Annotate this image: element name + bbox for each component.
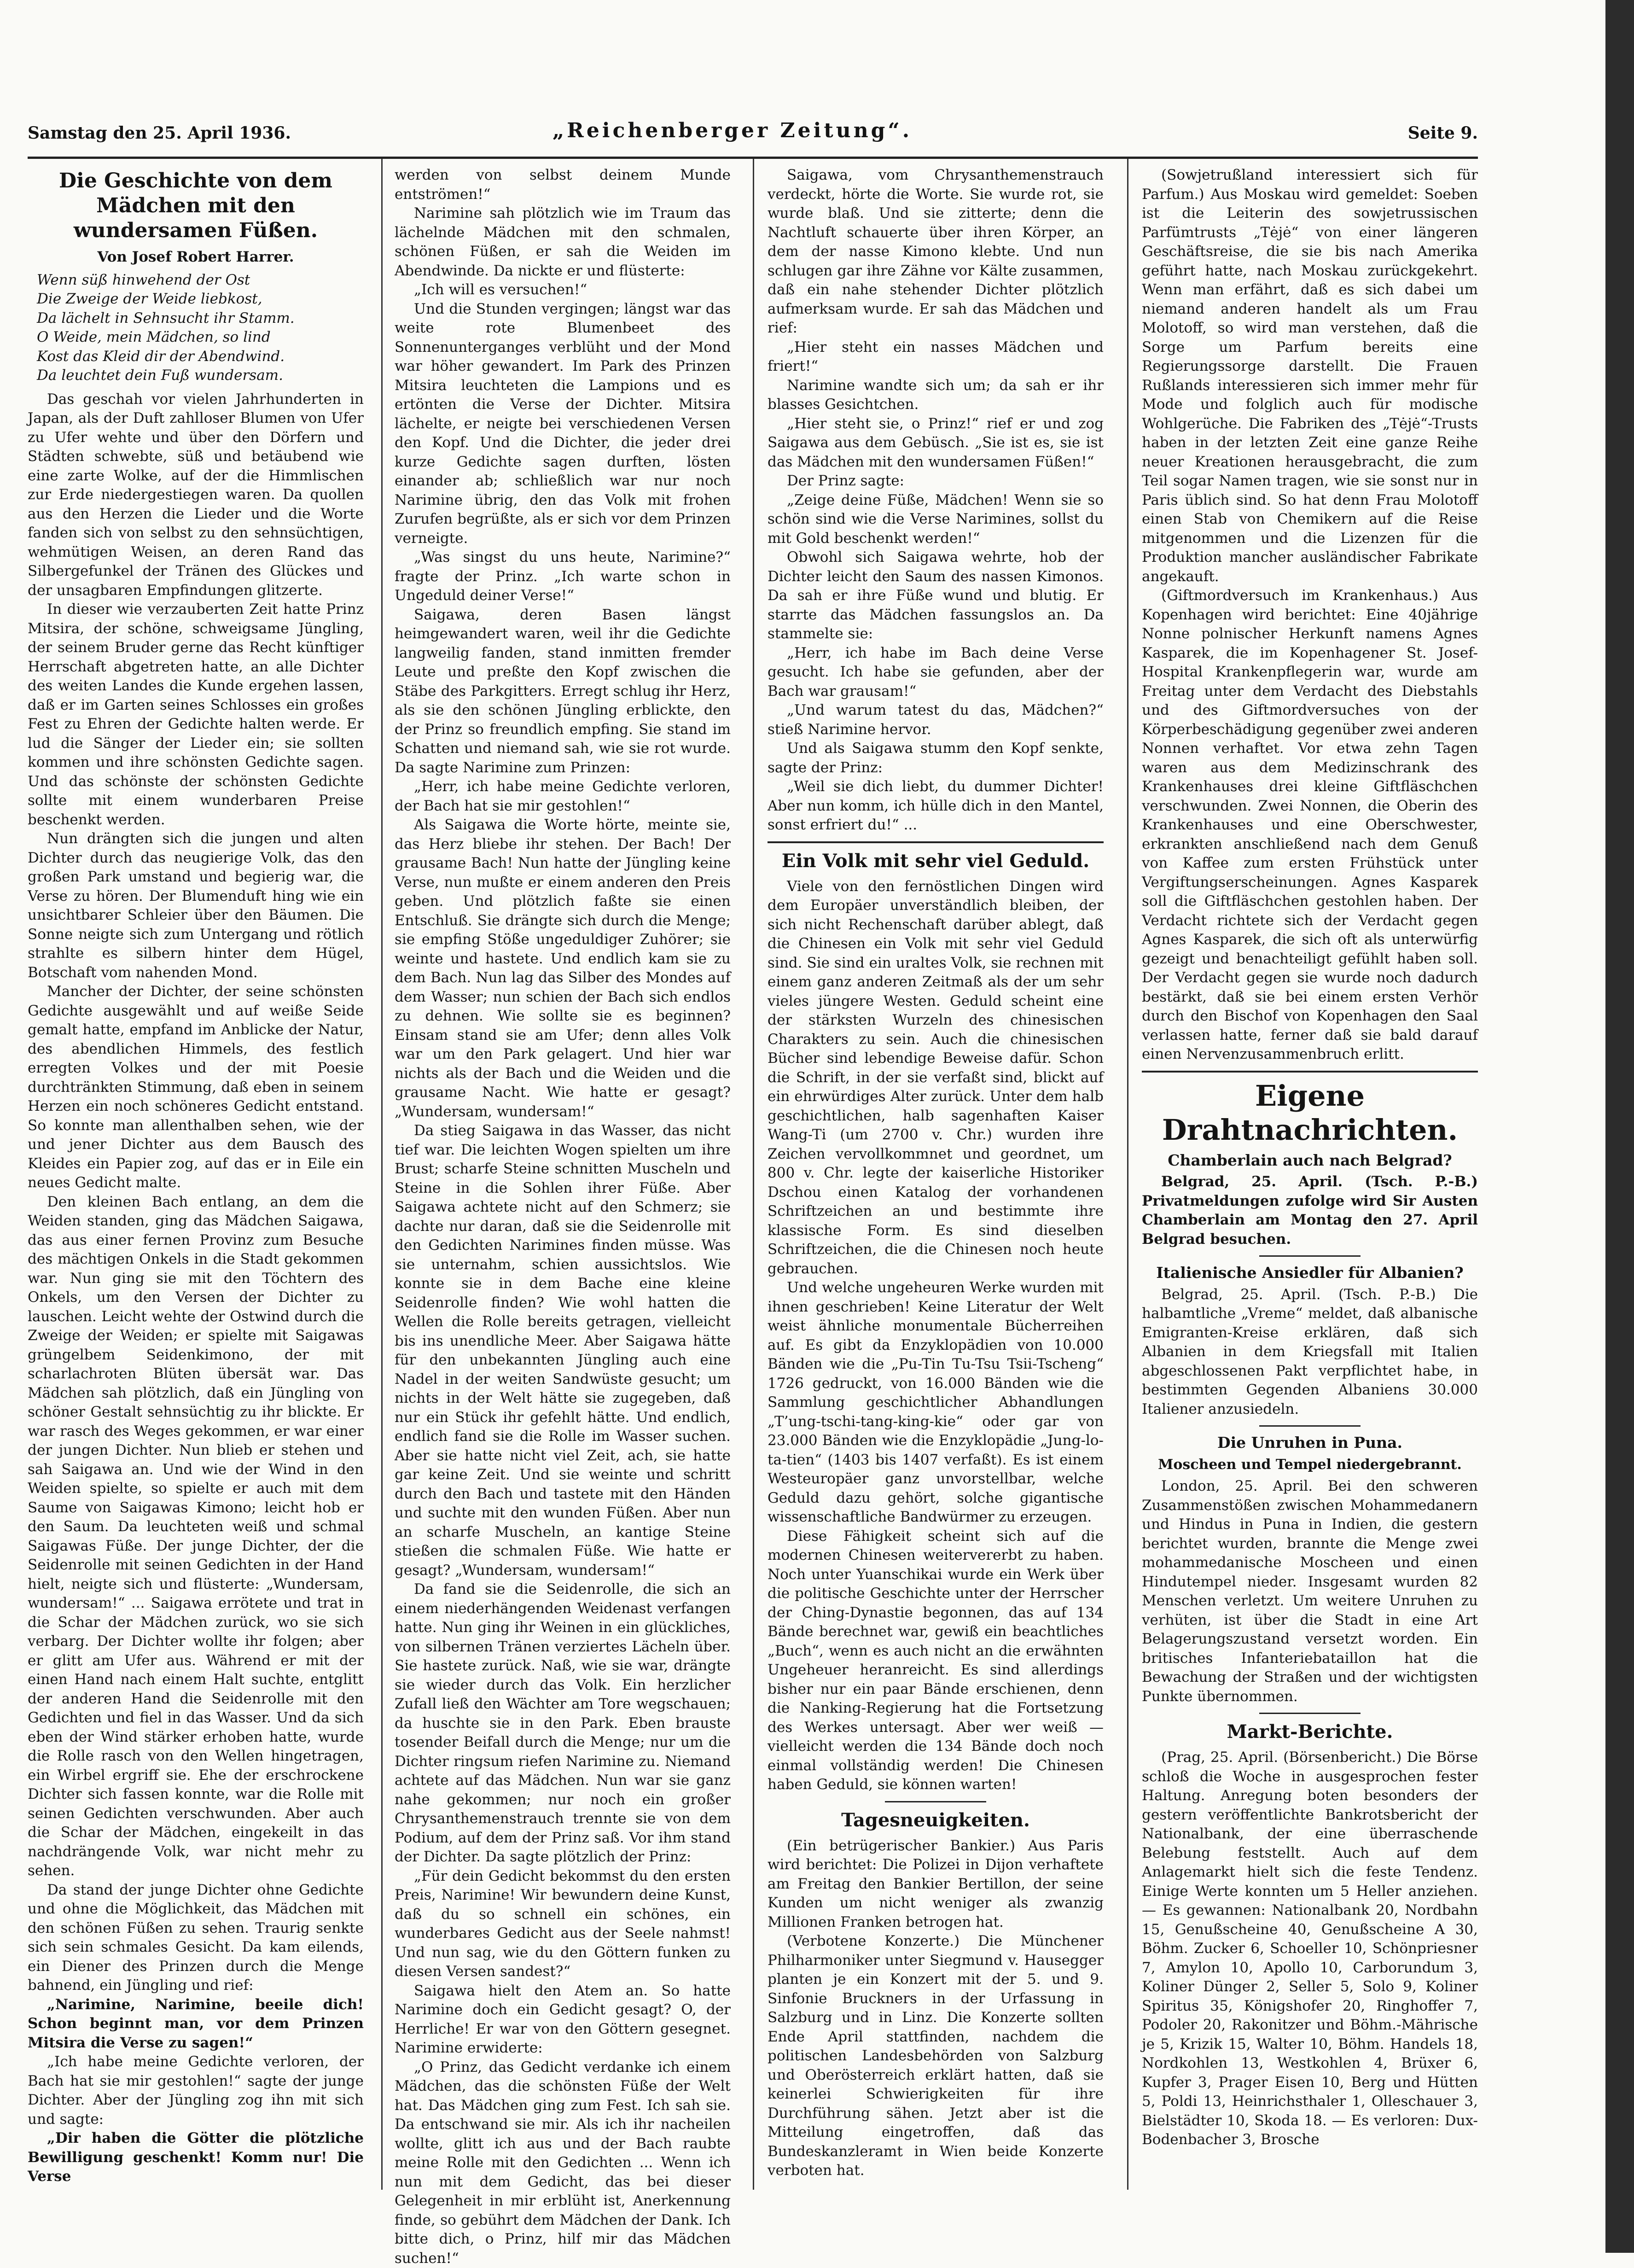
news-item: Belgrad, 25. April. (Tsch. P.-B.) Privatmeldungen zufolge wird Sir Austen Chamberlain am Montag den 27. April Belgrad besuchen. xyxy=(1142,1172,1478,1249)
column-divider xyxy=(753,159,754,2190)
section-rule xyxy=(1259,1425,1361,1427)
story-paragraph: Saigawa, vom Chrysanthemenstrauch verdeckt, hörte die Worte. Sie wurde rot, sie wurde blaß. Und sie zitterte; denn die Nachtluft schauerte über ihren Körper, an dem der nasse Kimono klebte. Und nun schlugen gar ihre Zähne vor Kälte zusammen, daß ein nahe stehender Dichter plötzlich aufmerksam wurde. Er sah das Mädchen und rief: xyxy=(768,166,1104,338)
article-paragraph: Und welche ungeheuren Werke wurden mit ihnen geschrieben! Keine Literatur der Welt weist ähnliche monumentale Bücherreihen auf. Es gibt da Enzyklopädien von 10.000 Bänden wie die „Pu-Tin Tu-Tsu Tsii-Tscheng“ 1726 gedruckt, von 16.000 Bänden wie die Sammlung geschichtlicher Abhandlungen „T’ung-tschi-tang-king-kie“ oder gar von 23.000 Bänden wie die Enzyklopädie „Jung-lo-ta-tien“ (1403 bis 1407 verfaßt). Es ist einem Westeuropäer ganz unvorstellbar, welche Geduld dazu gehört, solche gigantische wissenschaftliche Bandwürmer zu erzeugen. xyxy=(768,1278,1104,1527)
story-byline: Von Josef Robert Harrer. xyxy=(28,248,364,267)
news-item: (Ein betrügerischer Bankier.) Aus Paris wird berichtet: Die Polizei in Dijon verhaftete am Freitag den Bankier Bertillon, der seine Kunden um nicht weniger als zwanzig Millionen Franken betrogen hat. xyxy=(768,1837,1104,1932)
story-paragraph: werden von selbst deinem Munde entströmen!“ xyxy=(395,166,731,204)
story-paragraph: Den kleinen Bach entlang, an dem die Weiden standen, ging das Mädchen Saigawa, das aus einer fernen Provinz zum Besuche des mächtigen Onkels in die Stadt gekommen war. Nun ging sie mit den Töchtern des Onkels, um den Versen der Dichter zu lauschen. Leicht wehte der Ostwind durch die Zweige der Weiden; er spielte mit Saigawas grüngelbem Seidenkimono, der mit scharlachroten Blüten übersät war. Das Mädchen sah plötzlich, daß ein Jüngling von schöner Gestalt sehnsüchtig zu ihr blickte. Er war rasch des Weges gekommen, er war einer der jungen Dichter. Nun blieb er stehen und sah Saigawa an. Und wie der Wind in den Weiden spielte, so spielte er auch mit dem Saume von Saigawas Kimono; leicht hob er den Saum. Da leuchteten weiß und schmal Saigawas Füße. Der junge Dichter, der die Seidenrolle mit seinen Gedichten in der Hand hielt, neigte sich und flüsterte: „Wundersam, wundersam!“ ... Saigawa errötete und trat in die Schar der Mädchen zurück, wo sie sich verbarg. Der Dichter wollte ihr folgen; aber er glitt am Ufer aus. Während er mit der einen Hand nach einem Halt suchte, entglitt der anderen Hand die Seidenrolle mit den Gedichten und fiel in das Wasser. Und da sich eben der Wind stärker erhoben hatte, wurde die Rolle rasch von den Wellen hingetragen, ein Wirbel ergriff sie. Ehe der erschrockene Dichter sich fassen konnte, war die Rolle mit seinen Gedichten verschwunden. Aber auch die Schar der Mädchen, eingekeilt in das nachdrängende Volk, war nicht mehr zu sehen. xyxy=(28,1193,364,1881)
page-header xyxy=(28,119,1478,151)
story-paragraph: Da stieg Saigawa in das Wasser, das nicht tief war. Die leichten Wogen spielten um ihre Brust; scharfe Steine schnitten Muscheln und Steine in die Sohlen ihrer Füße. Aber Saigawa achtete nicht auf den Schmerz; sie dachte nur daran, daß sie die Seidenrolle mit den Gedichten Narimines finden müsse. Was sie unternahm, schien aussichtslos. Wie konnte sie in dem Bache eine kleine Seidenrolle finden? Wie wohl hatten die Wellen die Rolle bereits getragen, vielleicht bis ins unendliche Meer. Aber Saigawa hätte für den unbekannten Jüngling auch eine Nadel in der weiten Sandwüste gesucht; um nichts in der Welt hätte sie zugegeben, daß nur ein Stück ihr gefehlt hätte. Und endlich, endlich fand sie die Rolle im Wasser suchen. Aber sie hatte nicht viel Zeit, ach, sie hatte gar keine Zeit. Und sie weinte und schritt durch den Bach und tastete mit den Händen und suchte mit den wunden Füßen. Aber nun an scharfe Muscheln, an kantige Steine stießen die schmalen Füße. Wie hatte er gesagt? „Wundersam, wundersam!“ xyxy=(395,1121,731,1580)
column-4 xyxy=(1142,166,1478,2150)
story-paragraph: „Für dein Gedicht bekommst du den ersten Preis, Narimine! Wir bewundern deine Kunst, daß du so schnell ein schönes, ein wunderbares Gedicht aus der Seele nahmst! Und nun sag, wie du den Göttern funken zu diesen Versen sandest?“ xyxy=(395,1867,731,1982)
story-paragraph: „Ich habe meine Gedichte verloren, der Bach hat sie mir gestohlen!“ sagte der junge Dichter. Aber der Jüngling zog ihn mit sich und sagte: xyxy=(28,2052,364,2129)
section-rule xyxy=(1142,1071,1478,1073)
story-paragraph: In dieser wie verzauberten Zeit hatte Prinz Mitsira, der schöne, schweigsame Jüngling, der seinem Bruder gerne das Recht künftiger Herrschaft abgetreten hatte, an alle Dichter des weiten Landes die Kunde ergehen lassen, daß er im Garten seines Schlosses ein großes Fest zu Ehren der Gedichte halten werde. Er lud die Sänger der Lieder ein; sie sollten kommen und ihre schönsten Gedichte sagen. Und das schönste der schönsten Gedichte sollte mit einem wunderbaren Preise beschenkt werden. xyxy=(28,600,364,829)
article-title: Ein Volk mit sehr viel Geduld. xyxy=(768,850,1104,873)
article-paragraph: Diese Fähigkeit scheint sich auf die modernen Chinesen weitervererbt zu haben. Noch unter Yuanschikai wurde ein Werk über die politische Geschichte unter der Herrscher der Ching-Dynastie begonnen, das auf 134 Bände berechnet war, gewiß ein beachtliches „Buch“, wenn es auch nicht an die erwähnten Ungeheuer heranreicht. Es sind allerdings bisher nur ein paar Bände erschienen, denn die Nanking-Regierung hat die Fortsetzung des Werkes untersagt. Aber wer weiß — vielleicht werden die 134 Bände doch noch einmal vollständig werden! Die Chinesen haben Geduld, sie können warten! xyxy=(768,1527,1104,1795)
story-paragraph: Da fand sie die Seidenrolle, die sich an einem niederhängenden Weidenast verfangen hatte. Nun ging ihr Weinen in ein glückliches, von silbernen Tränen verziertes Lächeln über. Sie hastete zurück. Naß, wie sie war, drängte sie wieder durch das Volk. Ein herzlicher Zufall ließ den Wächter am Tore wegschauen; da huschte sie in den Park. Eben brauste tosender Beifall durch die Menge; nur um die Dichter ringsum riefen Narimine zu. Niemand achtete auf das Mädchen. Nun war sie ganz nahe gekommen; nur noch ein großer Chrysanthemenstrauch trennte sie von dem Podium, auf dem der Prinz saß. Vor ihm stand der Dichter. Da sagte plötzlich der Prinz: xyxy=(395,1580,731,1867)
news-item: Belgrad, 25. April. (Tsch. P.-B.) Die halbamtliche „Vreme“ meldet, daß albanische Emigranten-Kreise erklären, daß sich Albanien in dem Kriegsfall mit Italien abgeschlossenen Pakt verpflichtet habe, in bestimmten Gegenden Albaniens 30.000 Italiener anzusiedeln. xyxy=(1142,1285,1478,1419)
story-paragraph: Saigawa hielt den Atem an. So hatte Narimine doch ein Gedicht gesagt? O, der Herrliche! Er war von den Göttern gesegnet. Narimine erwiderte: xyxy=(395,1982,731,2058)
section-rule xyxy=(1259,1255,1361,1257)
section-rule xyxy=(768,841,1104,843)
header-date: Samstag den 25. April 1936. xyxy=(28,123,291,143)
news-title: Die Unruhen in Puna. xyxy=(1142,1433,1478,1452)
column-divider xyxy=(1127,159,1128,2190)
article-title: Tagesneuigkeiten. xyxy=(768,1809,1104,1832)
poem-line: Kost das Kleid dir der Abendwind. xyxy=(37,347,364,367)
story-paragraph: Der Prinz sagte: xyxy=(768,472,1104,491)
story-poem xyxy=(28,271,364,385)
story-paragraph: „O Prinz, das Gedicht verdanke ich einem Mädchen, das die schönsten Füße der Welt hat. Das Mädchen ging zum Fest. Ich sah sie. Da entschwand sie mir. Als ich ihr nacheilen wollte, glitt ich aus und der Bach raubte meine Rolle mit den Gedichten ... Wenn ich nun mit dem Gedicht, das bei dieser Gelegenheit in mir erblüht ist, Anerkennung finde, so gebührt dem Mädchen der Dank. Ich bitte dich, o Prinz, hilf mir das Mädchen suchen!“ xyxy=(395,2058,731,2268)
poem-line: Da lächelt in Sehnsucht ihr Stamm. xyxy=(37,309,364,328)
story-paragraph: Narimine sah plötzlich wie im Traum das lächelnde Mädchen mit den schmalen, schönen Füßen, er sah die Weiden im Abendwinde. Da nickte er und flüsterte: xyxy=(395,204,731,280)
story-paragraph: Und die Stunden vergingen; längst war das weite rote Blumenbeet des Sonnenunterganges verblüht und der Mond war höher gewandert. Im Park des Prinzen Mitsira leuchteten die Lampions und es ertönten die Verse der Dichter. Mitsira lächelte, er neigte bei verschiedenen Versen den Kopf. Und die Dichter, die jeder drei kurze Gedichte sagen durften, lösten einander ab; schließlich war nur noch Narimine übrig, den das Volk mit frohen Zurufen begrüßte, als er sich vor dem Prinzen verneigte. xyxy=(395,300,731,548)
section-heading: Eigene Drahtnachrichten. xyxy=(1142,1079,1478,1147)
story-paragraph: „Herr, ich habe meine Gedichte verloren, der Bach hat sie mir gestohlen!“ xyxy=(395,777,731,816)
story-paragraph: Nun drängten sich die jungen und alten Dichter durch das neugierige Volk, das den großen Park umstand und begierig war, die Verse zu hören. Der Blumenduft hing wie ein unsichtbarer Schleier über den Bäumen. Die Sonne neigte sich zum Untergang und rötlich strahlte es silbern hinter dem Hügel, Botschaft vom nahenden Mond. xyxy=(28,829,364,982)
news-subtitle: Moscheen und Tempel niedergebrannt. xyxy=(1142,1455,1478,1475)
news-item: (Sowjetrußland interessiert sich für Parfum.) Aus Moskau wird gemeldet: Soeben ist die Leiterin des sowjetrussischen Parfümtrusts „Tėjė“ von einer längeren Geschäftsreise, die sie bis nach Amerika geführt hatte, nach Moskau zurückgekehrt. Wenn man erfährt, daß es sich dabei um niemand anderen handelt als um Frau Molotoff, so wird man verstehen, daß die Sorge um Parfum bereits eine Regierungssorge darstellt. Die Frauen Rußlands interessieren sich immer mehr für Mode und folglich auch für modische Wohlgerüche. Die Fabriken des „Tėjė“-Trusts haben in der letzten Zeit eine ganze Reihe neuer Kreationen herausgebracht, die zum Teil sogar Namen tragen, wie sie sonst nur in Paris üblich sind. So hat denn Frau Molotoff einen Stab von Chemikern auf die Reise mitgenommen und die Lizenzen für die Produktion mancher ausländischer Fabrikate angekauft. xyxy=(1142,166,1478,586)
story-title: Die Geschichte von dem Mädchen mit den wundersamen Füßen. xyxy=(28,169,364,243)
poem-line: Die Zweige der Weide liebkost, xyxy=(37,290,364,309)
story-paragraph: „Hier steht sie, o Prinz!“ rief er und zog Saigawa aus dem Gebüsch. „Sie ist es, sie ist das Mädchen mit den wundersamen Füßen!“ xyxy=(768,414,1104,472)
column-3 xyxy=(768,166,1104,2181)
poem-line: Wenn süß hinwehend der Ost xyxy=(37,271,364,290)
story-paragraph: „Hier steht ein nasses Mädchen und friert!“ xyxy=(768,338,1104,376)
news-title: Italienische Ansiedler für Albanien? xyxy=(1142,1263,1478,1283)
news-item: London, 25. April. Bei den schweren Zusammenstößen zwischen Mohammedanern und Hindus in Puna in Indien, die gestern berichtet wurden, brannte die Menge zwei mohammedanische Moscheen und einen Hindutempel nieder. Insgesamt wurden 82 Menschen verletzt. Um weitere Unruhen zu verhüten, ist über die Stadt in eine Art Belagerungszustand versetzt worden. Ein britisches Infanteriebataillon hat die Bewachung der Straßen und der wichtigsten Punkte übernommen. xyxy=(1142,1477,1478,1706)
story-paragraph: „Ich will es versuchen!“ xyxy=(395,280,731,300)
scan-edge xyxy=(1605,0,1634,2253)
story-paragraph: „Was singst du uns heute, Narimine?“ fragte der Prinz. „Ich warte schon in Ungeduld deiner Verse!“ xyxy=(395,548,731,606)
story-paragraph: Das geschah vor vielen Jahrhunderten in Japan, als der Duft zahlloser Blumen von Ufer zu Ufer wehte und über den Dörfern und Städten schwebte, süß und betäubend wie eine zarte Wolke, auf der die Himmlischen zur Erde niedergestiegen waren. Da quollen aus den Herzen die Lieder und die Worte fanden sich von selbst zu den sehnsüchtigen, wehmütigen Weisen, an deren Rand das Silbergefunkel der Tränen des Glückes und der unsagbaren Empfindungen glitzerte. xyxy=(28,390,364,601)
story-paragraph: „Narimine, Narimine, beeile dich! Schon beginnt man, vor dem Prinzen Mitsira die Verse zu sagen!“ xyxy=(28,1995,364,2053)
story-paragraph: „Weil sie dich liebt, du dummer Dichter! Aber nun komm, ich hülle dich in den Mantel, sonst erfriert du!“ ... xyxy=(768,777,1104,835)
story-paragraph: Als Saigawa die Worte hörte, meinte sie, das Herz bliebe ihr stehen. Der Bach! Der grausame Bach! Nun hatte der Jüngling keine Verse, nun mußte er einem anderen den Preis geben. Und plötzlich faßte sie einen Entschluß. Sie drängte sich durch die Menge; sie empfing Stöße ungeduldiger Zuhörer; sie weinte und hastete. Und endlich kam sie zu dem Bach. Nun lag das Silber des Mondes auf dem Wasser; nun schien der Bach sich endlos zu dehnen. Wie sollte sie es beginnen? Einsam stand sie am Ufer; denn alles Volk war um den Park gelagert. Und hier war nichts als der Bach und die Weiden und die grausame Nacht. Wie hatte er gesagt? „Wundersam, wundersam!“ xyxy=(395,816,731,1121)
story-paragraph: Obwohl sich Saigawa wehrte, hob der Dichter leicht den Saum des nassen Kimonos. Da sah er ihre Füße wund und blutig. Er starrte das Mädchen fassungslos an. Da stammelte sie: xyxy=(768,548,1104,644)
column-2 xyxy=(395,166,731,2268)
story-paragraph: Mancher der Dichter, der seine schönsten Gedichte ausgewählt und auf weiße Seide gemalt hatte, empfand im Anblicke der Natur, des abendlichen Himmels, des festlich erregten Volkes und der mit Poesie durchtränkten Stimmung, daß eben in seinem Herzen ein noch schöneres Gedicht entstand. So konnte man allenthalben sehen, wie der und jener Dichter aus dem Bausch des Kleides ein Papier zog, auf das er in Eile ein neues Gedicht malte. xyxy=(28,982,364,1193)
story-paragraph: „Und warum tatest du das, Mädchen?“ stieß Narimine hervor. xyxy=(768,701,1104,739)
story-paragraph: „Herr, ich habe im Bach deine Verse gesucht. Ich habe sie gefunden, aber der Bach war grausam!“ xyxy=(768,644,1104,701)
section-rule xyxy=(885,1801,986,1802)
section-rule xyxy=(1259,1713,1361,1714)
story-paragraph: Narimine wandte sich um; da sah er ihr blasses Gesichtchen. xyxy=(768,376,1104,414)
story-paragraph: Und als Saigawa stumm den Kopf senkte, sagte der Prinz: xyxy=(768,739,1104,777)
story-paragraph: Da stand der junge Dichter ohne Gedichte und ohne die Möglichkeit, das Mädchen mit den schönen Füßen zu sehen. Traurig senkte sich sein schmales Gesicht. Da kam eilends, ein Diener des Prinzen durch die Menge bahnend, ein Jüngling und rief: xyxy=(28,1881,364,1995)
story-paragraph: „Dir haben die Götter die plötzliche Bewilligung geschenkt! Komm nur! Die Verse xyxy=(28,2129,364,2186)
header-paper-name: „Reichenberger Zeitung“. xyxy=(552,119,912,142)
header-page-number: Seite 9. xyxy=(1408,123,1478,143)
news-item: (Verbotene Konzerte.) Die Münchener Philharmoniker unter Siegmund v. Hausegger planten je ein Konzert mit der 5. und 9. Sinfonie Bruckners in der Urfassung in Salzburg und in Linz. Die Konzerte sollten Ende April stattfinden, nachdem die politischen Landesbehörden von Salzburg und Oberösterreich erklärt hatten, daß sie keinerlei Schwierigkeiten für ihre Durchführung sähen. Jetzt aber ist die Mitteilung eingetroffen, daß das Bundeskanzleramt in Wien beide Konzerte verboten hat. xyxy=(768,1932,1104,2181)
article-paragraph: Viele von den fernöstlichen Dingen wird dem Europäer unverständlich bleiben, der sich nicht Rechenschaft darüber ablegt, daß die Chinesen ein Volk mit sehr viel Geduld sind. Sie sind ein uraltes Volk, sie rechnen mit einem ganz anderen Zeitmaß als der um sehr vieles jüngere Westen. Geduld scheint eine der stärksten Wurzeln des chinesischen Charakters zu sein. Auch die chinesischen Bücher sind lebendige Beweise dafür. Schon die Schrift, in der sie verfaßt sind, blickt auf ein ehrwürdiges Alter zurück. Unter dem halb geschichtlichen, halb sagenhaften Kaiser Wang-Ti (um 2700 v. Chr.) wurden ihre Zeichen vervollkommnet und geordnet, um 800 v. Chr. legte der kaiserliche Historiker Dschou einen Katalog der vorhandenen Schriftzeichen an und bestimmte ihre klassische Form. Es sind dieselben Schriftzeichen, die die Chinesen noch heute gebrauchen. xyxy=(768,877,1104,1279)
column-1 xyxy=(28,166,364,2186)
news-item: (Giftmordversuch im Krankenhaus.) Aus Kopenhagen wird berichtet: Eine 40jährige Nonne polnischer Herkunft namens Agnes Kasparek, die im Kopenhagener St. Josef-Hospital Krankenpflegerin war, wurde am Freitag unter dem Verdacht des Diebstahls und des Giftmordversuches von der Körperbeschädigung gegenüber zwei anderen Nonnen verhaftet. Vor etwa zehn Tagen waren aus dem Medizinschrank des Krankenhauses drei kleine Giftfläschchen verschwunden. Zwei Nonnen, die Oberin des Krankenhauses und eine Oberschwester, erkrankten anschließend nach dem Genuß von Kaffee zum ersten Frühstück unter Vergiftungserscheinungen. Agnes Kasparek soll die Giftfläschchen gestohlen haben. Der Verdacht richtete sich der Verdacht gegen Agnes Kasparek, die sich oft als unterwürfig gezeigt und benachteiligt gefühlt haben soll. Der Verdacht gegen sie wurde noch dadurch bestärkt, daß sie bei einem ersten Verhör durch den Bischof von Kopenhagen den Saal verlassen hatte, ferner daß sie bald darauf einen Nervenzusammenbruch erlitt. xyxy=(1142,586,1478,1064)
column-divider xyxy=(381,159,383,2190)
news-title: Chamberlain auch nach Belgrad? xyxy=(1142,1151,1478,1170)
poem-line: O Weide, mein Mädchen, so lind xyxy=(37,328,364,347)
article-title: Markt-Berichte. xyxy=(1142,1720,1478,1743)
story-paragraph: „Zeige deine Füße, Mädchen! Wenn sie so schön sind wie die Verse Narimines, sollst du mit Gold beschenkt werden!“ xyxy=(768,491,1104,548)
story-paragraph: Saigawa, deren Basen längst heimgewandert waren, weil ihr die Gedichte langweilig fanden, stand inmitten fremder Leute und preßte den Kopf zwischen die Stäbe des Parkgitters. Erregt schlug ihr Herz, als sie den schönen Jüngling erblickte, den der Prinz so freundlich empfing. Sie stand im Schatten und niemand sah, wie sie rot wurde. Da sagte Narimine zum Prinzen: xyxy=(395,606,731,778)
news-item: (Prag, 25. April. (Börsenbericht.) Die Börse schloß die Woche in ausgesprochen fester Haltung. Anregung boten besonders der gestern veröffentlichte Bankrotsbericht der Nationalbank, der eine überraschende Belebung feststellt. Auch auf dem Anlagemarkt hielt sich die feste Tendenz. Einige Werte konnten um 5 Heller anziehen. — Es gewannen: Nationalbank 20, Nordbahn 15, Genußscheine 40, Genußscheine A 30, Böhm. Zucker 6, Schoeller 10, Schönpriesner 7, Amylon 10, Apollo 10, Carborundum 3, Koliner Dünger 2, Seller 5, Solo 9, Koliner Spiritus 35, Königshofer 20, Ringhoffer 7, Podoler 20, Rakonitzer und Böhm.-Mährische je 5, Krizik 15, Walter 10, Böhm. Handels 18, Nordkohlen 13, Westkohlen 4, Brüxer 6, Kupfer 3, Prager Eisen 10, Berg und Hütten 5, Poldi 13, Heinrichsthaler 1, Olleschauer 3, Bielstädter 10, Skoda 18. — Es verloren: Dux-Bodenbacher 3, Brosche xyxy=(1142,1748,1478,2150)
poem-line: Da leuchtet dein Fuß wundersam. xyxy=(37,366,364,385)
